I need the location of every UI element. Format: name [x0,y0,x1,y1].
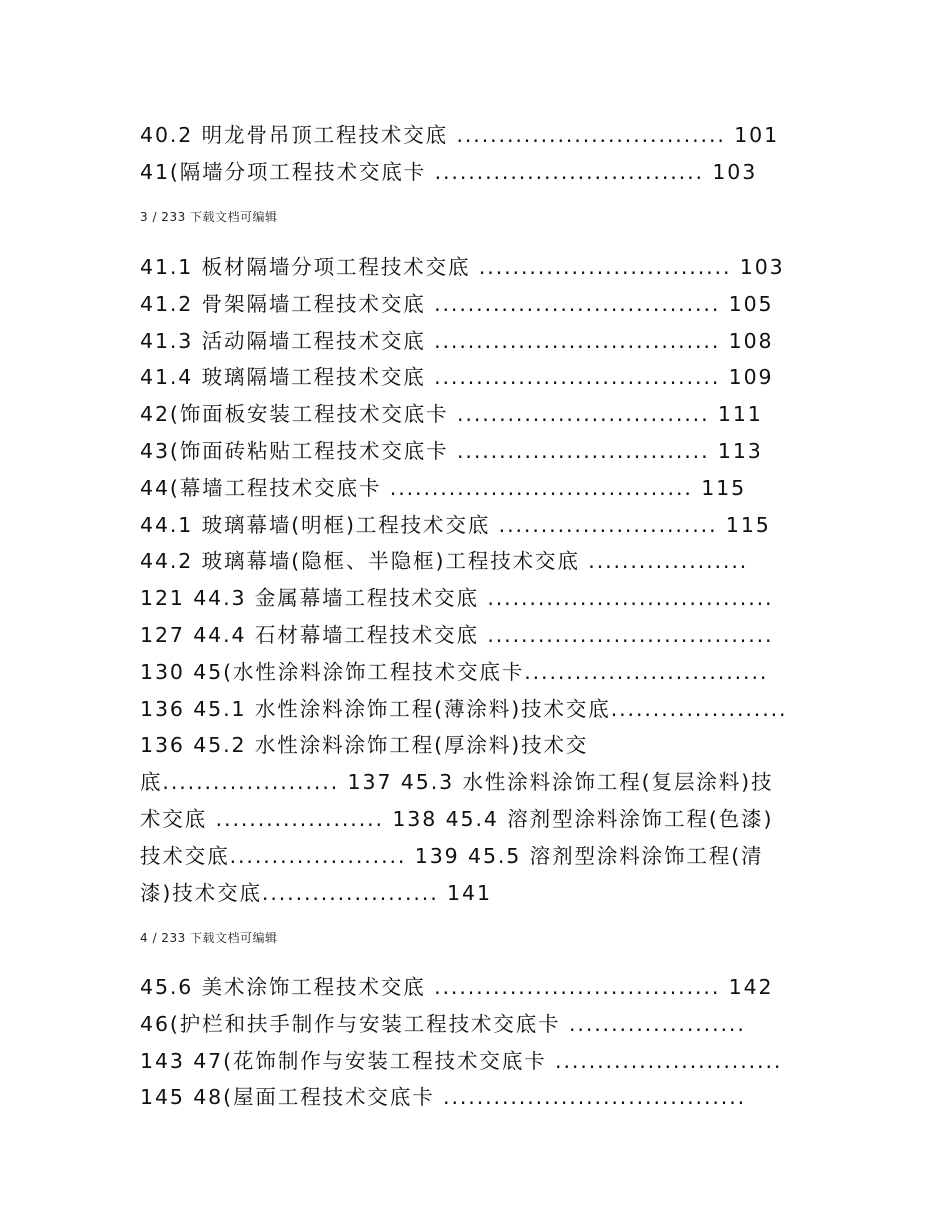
toc-block-1 [140,117,830,191]
toc-entry[interactable]: 技术交底..................... 139 45.5 溶剂型涂料涂饰工程(清 [140,843,764,868]
toc-entry[interactable]: 46(护栏和扶手制作与安装工程技术交底卡 ..................... [140,1011,746,1036]
toc-entry[interactable]: 44.1 玻璃幕墙(明框)工程技术交底 .......................... 115 [140,512,771,537]
toc-entry[interactable]: 127 44.4 石材幕墙工程技术交底 .................................. [140,622,774,647]
toc-entry[interactable]: 42(饰面板安装工程技术交底卡 .............................. 111 [140,402,763,427]
toc-entry[interactable]: 44.2 玻璃幕墙(隐框、半隐框)工程技术交底 ................... [140,549,749,574]
toc-block-3 [140,969,830,1116]
toc-entry[interactable]: 145 48(屋面工程技术交底卡 .................................... [140,1085,747,1110]
toc-entry[interactable]: 130 45(水性涂料涂饰工程技术交底卡............................. [140,659,769,684]
toc-entry[interactable]: 术交底 .................... 138 45.4 溶剂型涂料涂饰工程(色漆) [140,806,774,831]
toc-entry[interactable]: 41.3 活动隔墙工程技术交底 .................................. 108 [140,328,774,353]
toc-entry[interactable]: 43(饰面砖粘贴工程技术交底卡 .............................. 113 [140,438,763,463]
toc-entry[interactable]: 底..................... 137 45.3 水性涂料涂饰工程(复层涂料)技 [140,770,774,795]
toc-entry[interactable]: 41(隔墙分项工程技术交底卡 ................................ 103 [140,159,758,184]
toc-entry[interactable]: 121 44.3 金属幕墙工程技术交底 .................................. [140,586,774,611]
page-footer: 3 / 233 下载文档可编辑 [140,210,278,224]
toc-entry[interactable]: 44(幕墙工程技术交底卡 .................................... 115 [140,475,747,500]
toc-entry[interactable]: 41.2 骨架隔墙工程技术交底 .................................. 105 [140,291,774,316]
toc-entry[interactable]: 143 47(花饰制作与安装工程技术交底卡 ........................... [140,1048,783,1073]
page-footer: 4 / 233 下载文档可编辑 [140,931,278,945]
toc-entry[interactable]: 136 45.1 水性涂料涂饰工程(薄涂料)技术交底..................... [140,696,788,721]
toc-entry[interactable]: 41.1 板材隔墙分项工程技术交底 .............................. 103 [140,255,785,279]
toc-block-2 [140,249,830,911]
toc-entry[interactable]: 136 45.2 水性涂料涂饰工程(厚涂料)技术交 [140,733,589,758]
toc-entry[interactable]: 41.4 玻璃隔墙工程技术交底 .................................. 109 [140,365,774,390]
toc-entry[interactable]: 漆)技术交底..................... 141 [140,880,492,905]
toc-entry[interactable]: 40.2 明龙骨吊顶工程技术交底 ................................ 101 [140,123,780,147]
toc-entry[interactable]: 45.6 美术涂饰工程技术交底 .................................. 142 [140,975,774,999]
